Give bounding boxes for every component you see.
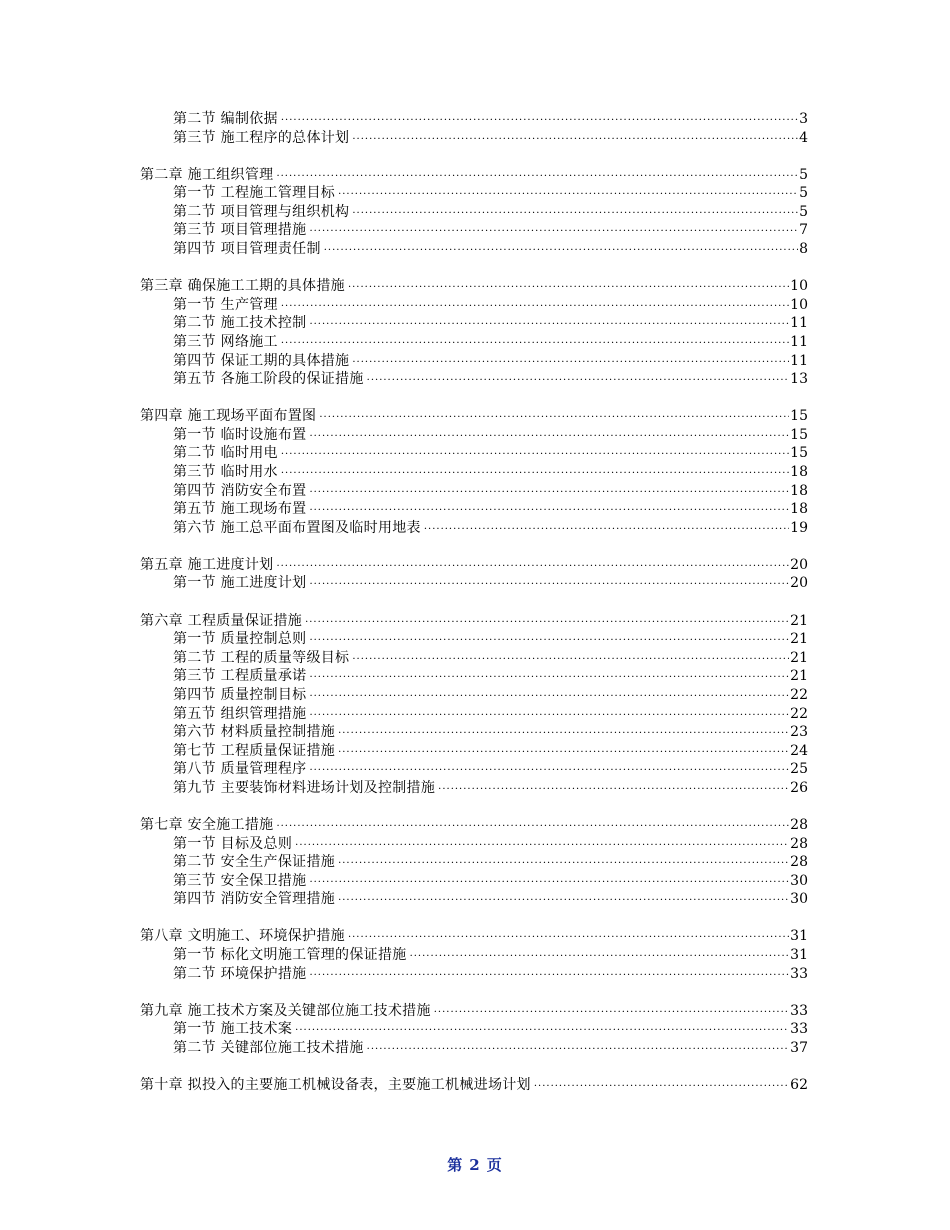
toc-entry-label: 第三节 项目管理措施	[173, 222, 307, 239]
toc-section-entry[interactable]	[140, 890, 808, 909]
toc-dot-leader	[309, 967, 789, 986]
toc-entry-label: 第六节 施工总平面布置图及临时用地表	[173, 519, 421, 536]
toc-entry-label: 第五节 组织管理措施	[173, 705, 307, 722]
toc-dot-leader	[281, 298, 789, 317]
toc-dot-leader	[410, 948, 790, 967]
toc-entry-label: 第二节 施工技术控制	[173, 315, 307, 332]
toc-page-number: 5	[799, 166, 808, 183]
toc-page-number: 23	[790, 724, 808, 741]
toc-page-number: 5	[799, 185, 808, 202]
toc-page-number: 31	[790, 947, 808, 964]
toc-group	[140, 927, 808, 983]
toc-section-entry[interactable]	[140, 129, 808, 148]
toc-dot-leader	[276, 818, 789, 837]
toc-page-number: 25	[790, 761, 808, 778]
toc-dot-leader	[338, 725, 789, 744]
toc-page-number: 18	[790, 464, 808, 480]
toc-entry-label: 第五节 施工现场布置	[173, 501, 307, 518]
toc-dot-leader	[309, 632, 789, 651]
toc-dot-leader	[338, 186, 798, 205]
toc-page-number: 4	[799, 129, 808, 146]
toc-page-number: 19	[790, 519, 808, 536]
toc-dot-leader	[309, 428, 789, 447]
toc-section-entry[interactable]	[140, 779, 808, 798]
toc-section-entry[interactable]	[140, 519, 808, 538]
toc-entry-label: 第一节 工程施工管理目标	[173, 185, 336, 202]
toc-page-number: 37	[790, 1039, 808, 1056]
toc-section-entry[interactable]	[140, 314, 808, 333]
toc-section-entry[interactable]	[140, 296, 808, 315]
toc-chapter-entry[interactable]	[140, 816, 808, 835]
toc-section-entry[interactable]	[140, 649, 808, 668]
footer-suffix: 页	[486, 1156, 503, 1174]
toc-dot-leader	[348, 279, 789, 298]
toc-dot-leader	[367, 372, 790, 391]
toc-group	[140, 110, 808, 147]
toc-entry-label: 第三节 临时用水	[173, 464, 278, 480]
toc-page-number: 33	[790, 965, 808, 982]
footer-page-number: 2	[469, 1156, 481, 1174]
toc-section-entry[interactable]	[140, 686, 808, 705]
toc-section-entry[interactable]	[140, 872, 808, 891]
toc-page-number: 15	[790, 408, 808, 425]
toc-entry-label: 第四节 质量控制目标	[173, 686, 307, 703]
toc-page-number: 21	[790, 612, 808, 629]
toc-page-number: 3	[799, 111, 808, 127]
toc-group	[140, 1002, 808, 1058]
toc-page-number: 33	[790, 1021, 808, 1038]
toc-dot-leader	[281, 446, 789, 465]
toc-group	[140, 816, 808, 909]
toc-dot-leader	[319, 409, 789, 428]
toc-entry-label: 第九章 施工技术方案及关键部位施工技术措施	[140, 1002, 431, 1019]
toc-dot-leader	[338, 855, 789, 874]
toc-chapter-entry[interactable]	[140, 166, 808, 185]
toc-entry-label: 第二章 施工组织管理	[140, 166, 274, 183]
toc-dot-leader	[281, 112, 798, 131]
toc-entry-label: 第一节 目标及总则	[173, 835, 293, 852]
toc-entry-label: 第二节 编制依据	[173, 111, 278, 127]
toc-dot-leader	[295, 837, 789, 856]
toc-chapter-entry[interactable]	[140, 277, 808, 296]
toc-entry-label: 第九节 主要装饰材料进场计划及控制措施	[173, 779, 436, 796]
toc-dot-leader	[295, 1022, 789, 1041]
toc-chapter-entry[interactable]	[140, 1076, 808, 1095]
toc-section-entry[interactable]	[140, 835, 808, 854]
toc-page-number: 20	[790, 556, 808, 573]
toc-chapter-entry[interactable]	[140, 556, 808, 575]
toc-section-entry[interactable]	[140, 946, 808, 965]
toc-page-number: 33	[790, 1002, 808, 1019]
toc-dot-leader	[309, 874, 789, 893]
toc-chapter-entry[interactable]	[140, 612, 808, 631]
toc-section-entry[interactable]	[140, 1039, 808, 1058]
toc-entry-label: 第六节 材料质量控制措施	[173, 724, 336, 741]
toc-section-entry[interactable]	[140, 370, 808, 389]
toc-entry-label: 第二节 关键部位施工技术措施	[173, 1039, 364, 1056]
toc-dot-leader	[352, 205, 798, 224]
footer-prefix: 第	[447, 1156, 464, 1174]
toc-dot-leader	[309, 316, 789, 335]
toc-section-entry[interactable]	[140, 110, 808, 129]
toc-entry-label: 第三节 安全保卫措施	[173, 872, 307, 889]
page-footer	[0, 1154, 950, 1175]
toc-section-entry[interactable]	[140, 667, 808, 686]
toc-entry-label: 第一节 标化文明施工管理的保证措施	[173, 947, 407, 964]
toc-section-entry[interactable]	[140, 965, 808, 984]
toc-dot-leader	[281, 465, 789, 484]
toc-page-number: 28	[790, 817, 808, 833]
toc-page-number: 24	[790, 742, 808, 759]
toc-section-entry[interactable]	[140, 723, 808, 742]
toc-dot-leader	[276, 168, 798, 187]
toc-entry-label: 第六章 工程质量保证措施	[140, 612, 303, 629]
toc-page-number: 28	[790, 835, 808, 852]
toc-entry-label: 第七章 安全施工措施	[140, 817, 274, 833]
toc-entry-label: 第一节 临时设施布置	[173, 426, 307, 443]
toc-page-number: 28	[790, 854, 808, 871]
toc-dot-leader	[434, 1004, 789, 1023]
toc-entry-label: 第四节 消防安全管理措施	[173, 891, 336, 908]
toc-entry-label: 第三章 确保施工工期的具体措施	[140, 278, 345, 295]
toc-entry-label: 第一节 施工进度计划	[173, 575, 307, 592]
toc-dot-leader	[305, 614, 789, 633]
toc-dot-leader	[367, 1041, 790, 1060]
toc-dot-leader	[348, 929, 789, 948]
toc-entry-label: 第一节 质量控制总则	[173, 631, 307, 648]
toc-entry-label: 第四节 项目管理责任制	[173, 241, 321, 258]
toc-entry-label: 第四章 施工现场平面布置图	[140, 408, 317, 425]
toc-group	[140, 612, 808, 798]
toc-page-number: 21	[790, 668, 808, 685]
toc-page-number: 62	[790, 1077, 808, 1094]
toc-section-entry[interactable]	[140, 1020, 808, 1039]
toc-section-entry[interactable]	[140, 742, 808, 761]
toc-dot-leader	[438, 781, 789, 800]
toc-page-number: 7	[799, 222, 808, 239]
toc-section-entry[interactable]	[140, 482, 808, 501]
toc-dot-leader	[338, 892, 789, 911]
toc-entry-label: 第四节 消防安全布置	[173, 482, 307, 499]
toc-page-number: 11	[790, 352, 808, 369]
toc-section-entry[interactable]	[140, 853, 808, 872]
toc-entry-label: 第二节 环境保护措施	[173, 965, 307, 982]
toc-section-entry[interactable]	[140, 574, 808, 593]
toc-page-number: 11	[790, 333, 808, 350]
toc-dot-leader	[424, 521, 789, 540]
toc-section-entry[interactable]	[140, 352, 808, 371]
toc-dot-leader	[309, 669, 789, 688]
toc-entry-label: 第五节 各施工阶段的保证措施	[173, 371, 364, 388]
toc-section-entry[interactable]	[140, 630, 808, 649]
table-of-contents	[140, 110, 808, 1095]
toc-section-entry[interactable]	[140, 240, 808, 259]
toc-section-entry[interactable]	[140, 203, 808, 222]
toc-page-number: 18	[790, 501, 808, 518]
toc-section-entry[interactable]	[140, 184, 808, 203]
toc-dot-leader	[309, 484, 789, 503]
toc-section-entry[interactable]	[140, 221, 808, 240]
toc-dot-leader	[309, 707, 789, 726]
toc-page-number: 10	[790, 296, 808, 313]
toc-dot-leader	[324, 242, 798, 261]
toc-page-number: 26	[790, 779, 808, 796]
toc-page-number: 15	[790, 445, 808, 462]
toc-page-number: 11	[790, 315, 808, 332]
toc-dot-leader	[352, 354, 789, 373]
toc-entry-label: 第五章 施工进度计划	[140, 556, 274, 573]
toc-page-number: 8	[799, 241, 808, 258]
toc-chapter-entry[interactable]	[140, 927, 808, 946]
toc-page-number: 20	[790, 575, 808, 592]
toc-dot-leader	[281, 335, 789, 354]
toc-entry-label: 第二节 安全生产保证措施	[173, 854, 336, 871]
toc-entry-label: 第二节 工程的质量等级目标	[173, 649, 350, 666]
toc-page-number: 21	[790, 631, 808, 648]
toc-page-number: 22	[790, 686, 808, 703]
toc-entry-label: 第三节 施工程序的总体计划	[173, 129, 350, 146]
toc-dot-leader	[352, 131, 798, 150]
toc-dot-leader	[276, 558, 789, 577]
toc-page-number: 5	[799, 203, 808, 220]
toc-entry-label: 第一节 施工技术案	[173, 1021, 293, 1038]
toc-page-number: 13	[790, 371, 808, 388]
toc-section-entry[interactable]	[140, 705, 808, 724]
toc-group	[140, 407, 808, 537]
toc-page-number: 10	[790, 278, 808, 295]
toc-dot-leader	[309, 576, 789, 595]
toc-section-entry[interactable]	[140, 500, 808, 519]
toc-entry-label: 第八章 文明施工、环境保护措施	[140, 928, 345, 945]
toc-entry-label: 第七节 工程质量保证措施	[173, 742, 336, 759]
toc-entry-label: 第二节 项目管理与组织机构	[173, 203, 350, 220]
toc-chapter-entry[interactable]	[140, 407, 808, 426]
toc-page-number: 30	[790, 872, 808, 889]
toc-dot-leader	[309, 688, 789, 707]
toc-group	[140, 166, 808, 259]
toc-section-entry[interactable]	[140, 333, 808, 352]
toc-page-number: 15	[790, 426, 808, 443]
toc-entry-label: 第八节 质量管理程序	[173, 761, 307, 778]
toc-entry-label: 第十章 拟投入的主要施工机械设备表，主要施工机械进场计划	[140, 1077, 531, 1094]
toc-chapter-entry[interactable]	[140, 1002, 808, 1021]
toc-dot-leader	[352, 651, 789, 670]
toc-dot-leader	[309, 223, 798, 242]
toc-dot-leader	[534, 1078, 789, 1097]
toc-entry-label: 第二节 临时用电	[173, 445, 278, 462]
toc-group	[140, 556, 808, 593]
toc-section-entry[interactable]	[140, 444, 808, 463]
toc-section-entry[interactable]	[140, 760, 808, 779]
toc-page-number: 31	[790, 928, 808, 945]
toc-page-number: 22	[790, 705, 808, 722]
toc-entry-label: 第一节 生产管理	[173, 296, 278, 313]
toc-page-number: 18	[790, 482, 808, 499]
toc-section-entry[interactable]	[140, 426, 808, 445]
toc-page-number: 21	[790, 649, 808, 666]
toc-entry-label: 第三节 工程质量承诺	[173, 668, 307, 685]
toc-section-entry[interactable]	[140, 463, 808, 482]
toc-group	[140, 1076, 808, 1095]
toc-dot-leader	[338, 744, 789, 763]
toc-entry-label: 第四节 保证工期的具体措施	[173, 352, 350, 369]
toc-page-number: 30	[790, 891, 808, 908]
toc-entry-label: 第三节 网络施工	[173, 333, 278, 350]
toc-group	[140, 277, 808, 389]
